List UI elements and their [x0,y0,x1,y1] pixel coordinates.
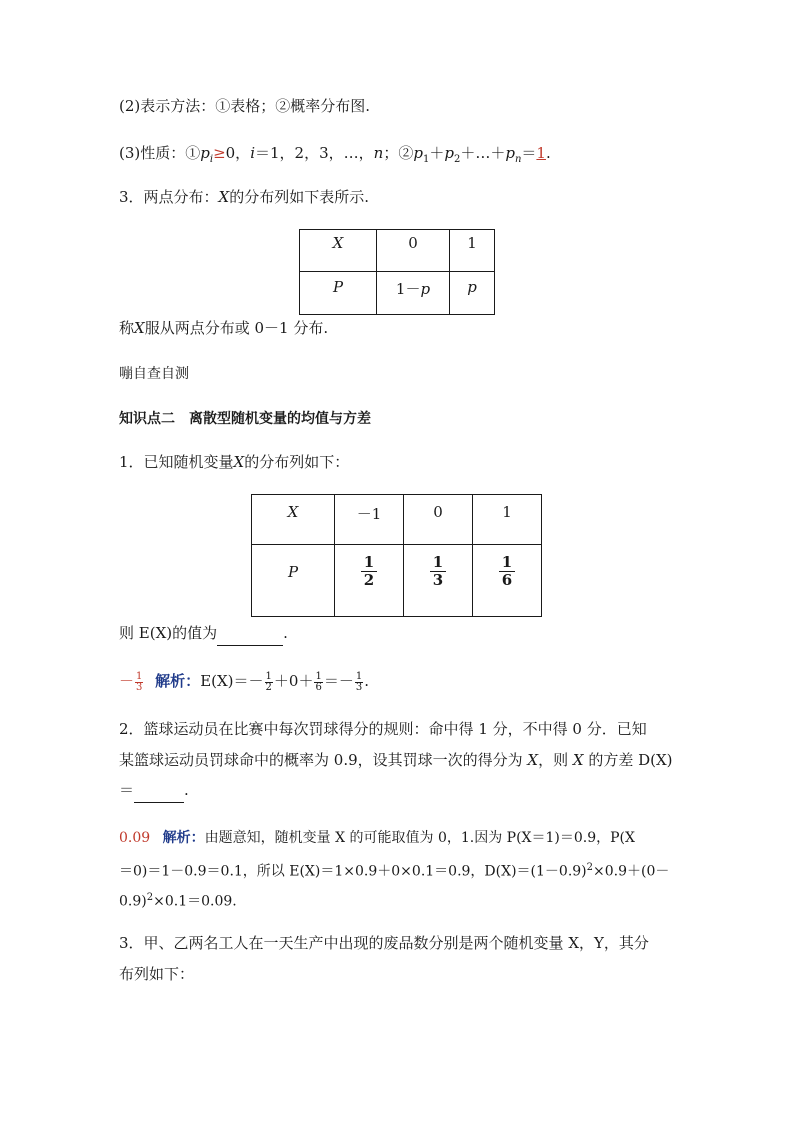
two-point-def-line [119,318,328,338]
a2-text-1: 由题意知，随机变量 X 的可能取值为 0，1.因为 P(X＝1)＝0.9，P(X [204,830,635,846]
var-x: X [527,751,539,769]
numerator: 1 [265,670,272,682]
one-minus: 1－ [395,280,421,298]
cell-p-value: p [450,272,495,315]
cell-p: P [252,545,335,617]
sub-2: 2 [453,154,461,165]
cell-header-x: X [300,230,377,272]
superscript-2: 2 [586,862,594,873]
answer-minus: － [119,672,135,690]
answer-2-line-2 [119,858,669,882]
distribution-table [251,494,542,617]
q3-text-2: 布列如下： [119,965,195,983]
two-point-suffix: 的分布列如下表所示. [229,188,370,206]
answer-1 [119,669,369,693]
q1b-prefix: 则 E(X)的值为 [119,624,218,642]
property-line [119,143,551,170]
cell-header-m1: －1 [335,495,404,545]
question-1-blank [119,623,288,646]
expr-part-3: ＝－ [323,672,354,690]
question-1 [119,452,349,472]
expr-part-2: ＋0＋ [273,672,314,690]
a2-text-3b: ×0.1＝0.09. [153,893,237,910]
answer-2-line-3 [119,888,237,912]
cell-sixth [473,545,542,617]
denominator: 6 [315,681,322,693]
section-title: 知识点二 离散型随机变量的均值与方差 [119,411,371,427]
var-pn: p [505,144,515,162]
a2-text-3a: 0.9) [119,893,147,910]
denominator: 2 [363,571,375,589]
var-i: i [250,144,255,162]
zero: 0， [225,144,251,162]
def-prefix: 称 [119,319,135,337]
q1-prefix: 1．已知随机变量 [119,453,234,471]
q2-text-2c: 的方差 D(X) [583,751,673,769]
answer-one: 1 [536,144,546,162]
equals: ＝ [119,781,135,799]
cell-header-0: 0 [404,495,473,545]
cell-header-0: 0 [377,230,450,272]
denominator: 6 [501,571,513,589]
two-point-prefix: 3．两点分布： [119,188,219,206]
numerator: 1 [499,554,515,572]
question-3-line-2 [119,964,194,984]
numerator: 1 [355,670,363,682]
q3-text-1: 3．甲、乙两名工人在一天生产中出现的废品数分别是两个随机变量 X，Y，其分 [119,934,649,952]
plus: ＋ [429,144,445,162]
var-x: X [233,453,245,471]
q1-suffix: 的分布列如下： [244,453,350,471]
denominator: 2 [265,681,272,693]
sub-1: 1 [422,154,430,165]
plus-dots: ＋…＋ [460,144,506,162]
equals: ＝ [521,144,537,162]
fraction-half [265,672,273,693]
period: . [283,624,288,642]
cell-header-1: 1 [473,495,542,545]
var-x: X [134,319,145,337]
answer-fraction [135,672,143,693]
question-3-line-1 [119,933,649,953]
var-p2: p [444,144,454,162]
question-2-line-1 [119,719,647,739]
fraction-sixth [314,672,322,693]
numerator: 1 [136,670,143,682]
numerator: 1 [430,554,446,572]
denominator: 3 [355,681,363,693]
sub-n: n [514,154,522,165]
var-p1: p [413,144,423,162]
fraction-third [355,672,363,693]
q2-text-2b: ，则 [538,751,573,769]
method-line [119,96,370,116]
cell-header-1: 1 [450,230,495,272]
cell-header-x: X [252,495,335,545]
fraction-one-third [430,554,446,589]
answer-blank [217,625,283,646]
analysis-label: 解析： [155,672,201,690]
expr-part-1: E(X)＝－ [200,672,264,690]
q2-text-1: 2．篮球运动员在比赛中每次罚球得分的规则：命中得 1 分，不中得 0 分．已知 [119,720,647,738]
analysis-label: 解析： [162,830,205,846]
period: . [545,144,551,162]
question-2-line-3 [119,780,189,803]
cell-p: P [300,272,377,315]
period: . [364,672,369,690]
superscript-2: 2 [146,892,154,903]
index-list: ＝1，2，3，…， [255,144,374,162]
a2-text-2b: ×0.9＋(0－ [593,863,670,880]
numerator: 1 [361,554,377,572]
cell-1-minus-p [377,272,450,315]
var-p: p [420,280,431,298]
section-heading [119,409,371,429]
two-point-line [119,187,369,207]
geq-sign: ≥ [213,144,226,162]
denominator: 3 [136,681,143,693]
var-x: X [572,751,584,769]
answer-2-line-1 [119,828,635,848]
self-check-heading [119,364,189,384]
q2-text-2a: 某篮球运动员罚球命中的概率为 0.9，设其罚球一次的得分为 [119,751,528,769]
self-check-text: 嘣自查自测 [119,366,189,382]
answer-blank [134,782,184,803]
cell-half [335,545,404,617]
a2-text-2: ＝0)＝1－0.9＝0.1，所以 E(X)＝1×0.9＋0×0.1＝0.9，D(X)＝(1－0.9) [119,863,587,880]
method-text: (2)表示方法：①表格；②概率分布图. [119,97,371,115]
numerator: 1 [315,670,322,682]
def-suffix: 服从两点分布或 0－1 分布. [144,319,329,337]
question-2-line-2 [119,750,673,770]
two-point-table [299,229,495,315]
fraction-one-sixth [499,554,515,589]
var-n: n [373,144,384,162]
property-prefix: (3)性质：① [119,144,201,162]
fraction-one-half [361,554,377,589]
sub-i: i [209,154,214,165]
var-x: X [218,188,230,206]
circle-two: ；② [383,144,414,162]
var-p: p [200,144,210,162]
period: . [184,781,189,799]
denominator: 3 [432,571,444,589]
cell-third [404,545,473,617]
answer-value: 0.09 [119,830,151,846]
